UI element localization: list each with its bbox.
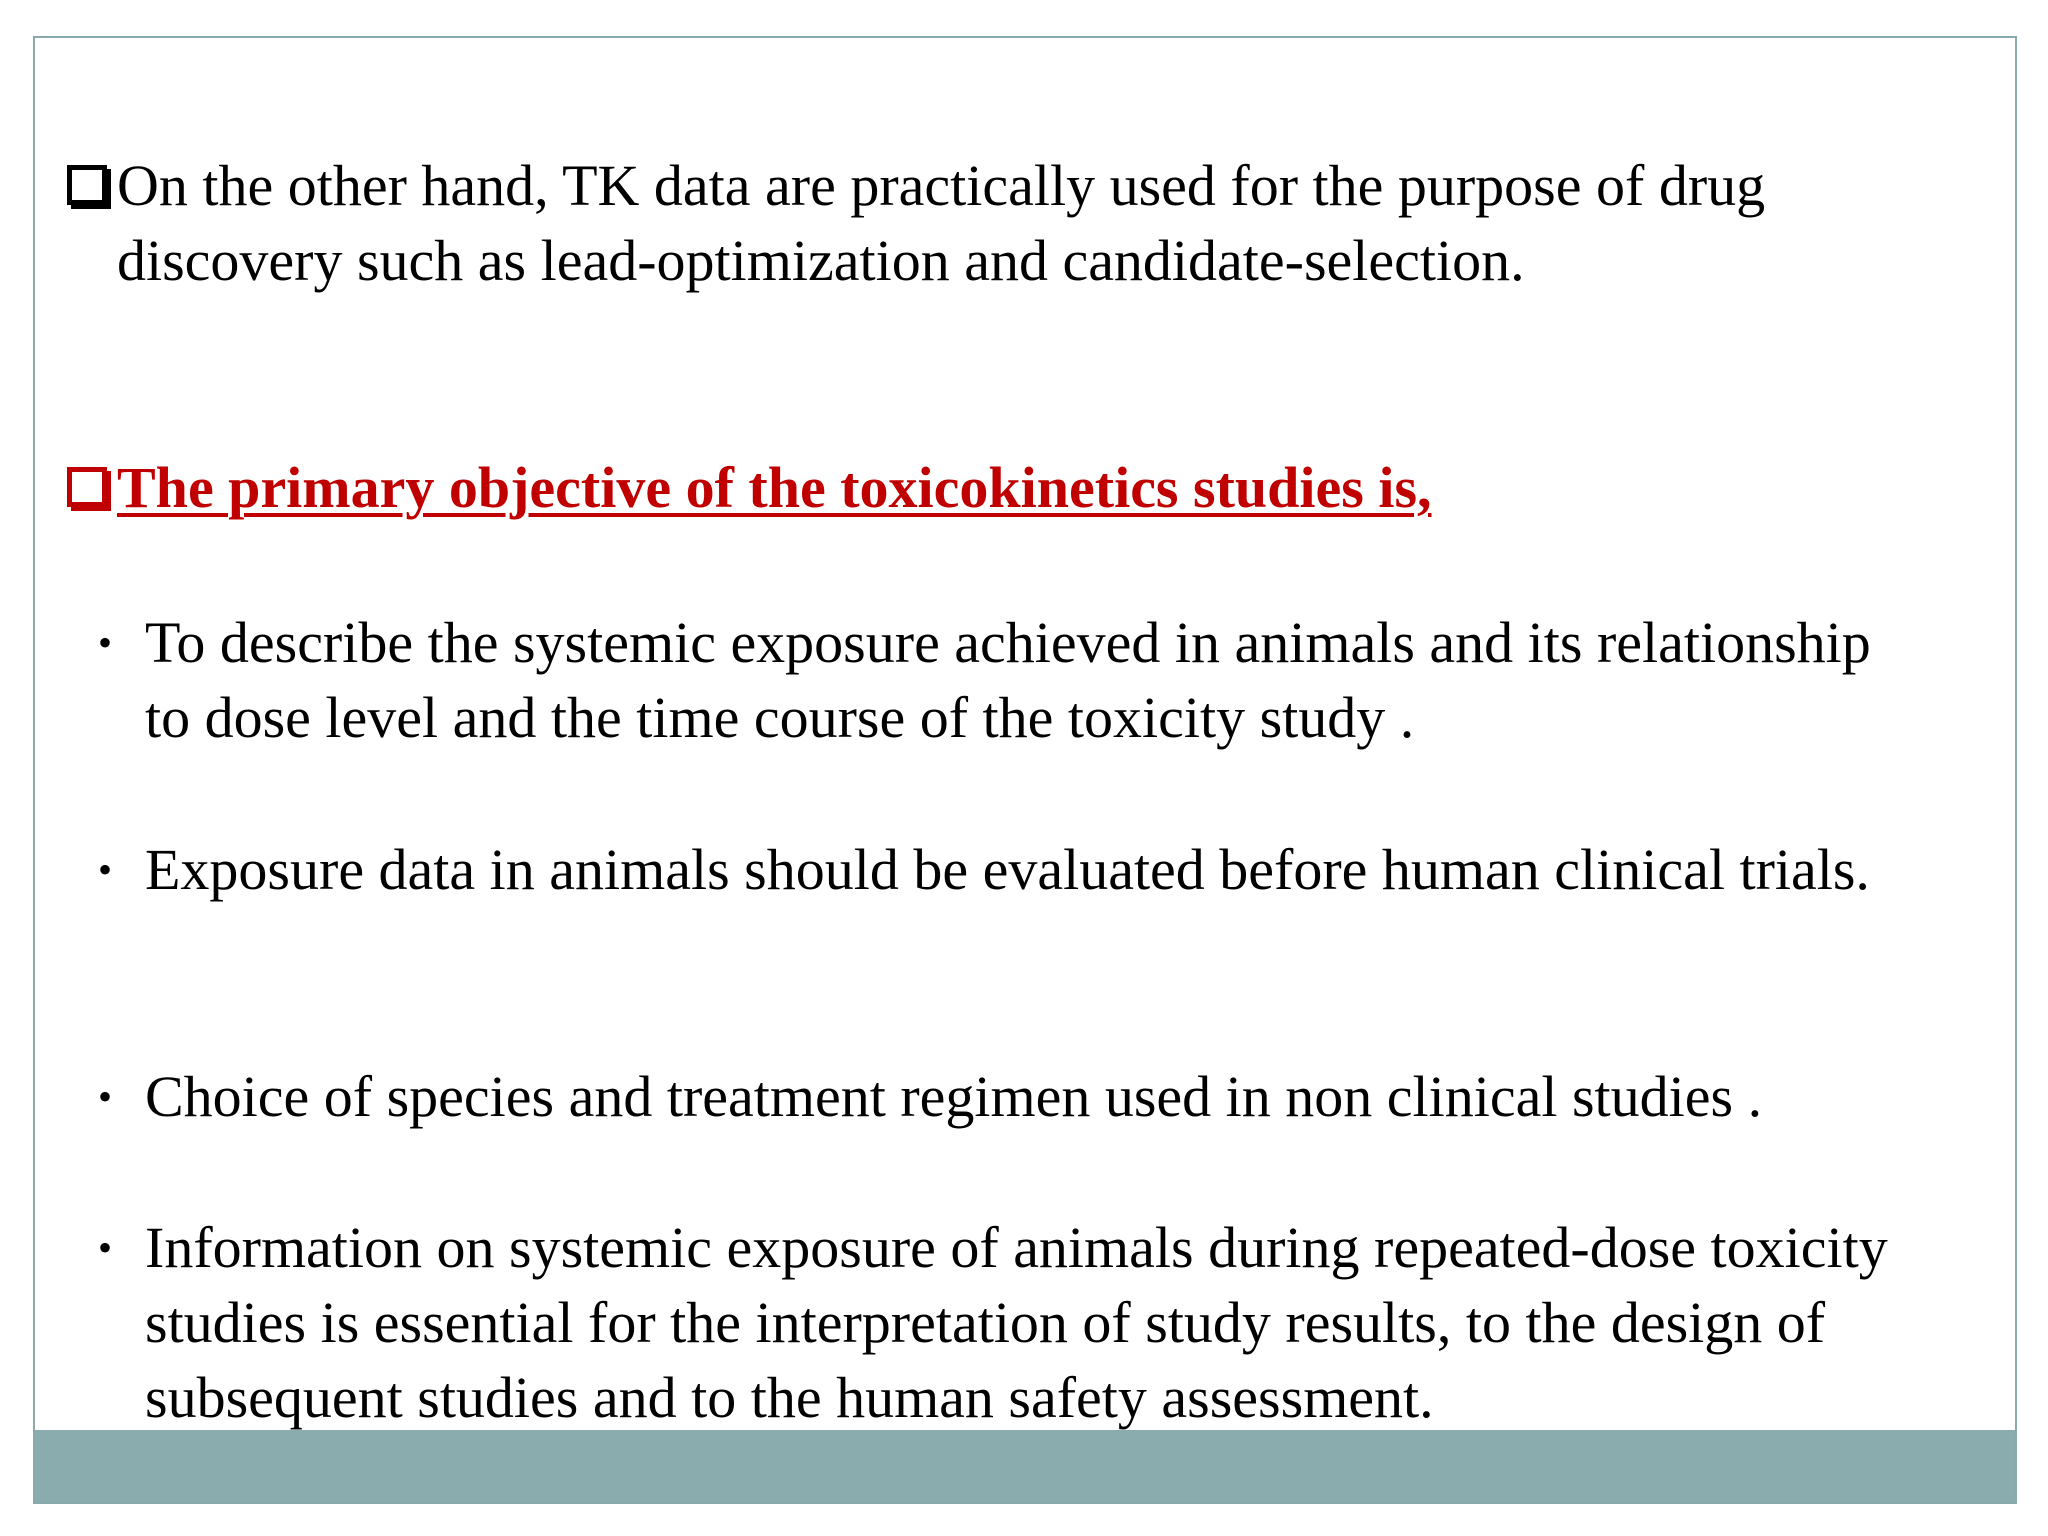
- slide: [33, 36, 2017, 1504]
- checkbox-square-icon: [67, 467, 107, 507]
- heading-text: The primary objective of the toxicokinetics studies is,: [117, 455, 1432, 520]
- bullet-text: Choice of species and treatment regimen used in non clinical studies .: [145, 1064, 1763, 1129]
- bullet-text: Information on systemic exposure of animals during repeated-dose toxicity studies is essential for the interpretation of study results, to the design of subsequent studies and to the human safety assessment.: [145, 1215, 1888, 1430]
- list-item: [65, 1210, 1955, 1435]
- bullet-icon: •: [97, 1225, 112, 1270]
- intro-paragraph: [67, 148, 1957, 298]
- bullet-icon: •: [97, 847, 112, 892]
- list-item: [65, 1059, 1915, 1134]
- bullet-text: To describe the systemic exposure achieved in animals and its relationship to dose level and the time course of the toxicity study .: [145, 610, 1871, 750]
- intro-text: On the other hand, TK data are practically used for the purpose of drug discovery such as lead-optimization and candidate-selection.: [117, 153, 1766, 293]
- objective-heading: [67, 450, 1957, 525]
- list-item: [65, 605, 1915, 755]
- bullet-text: Exposure data in animals should be evaluated before human clinical trials.: [145, 837, 1870, 902]
- bullet-icon: •: [97, 620, 112, 665]
- bullet-icon: •: [97, 1074, 112, 1119]
- slide-content: [35, 38, 2015, 1502]
- list-item: [65, 832, 1915, 907]
- footer-bar: [35, 1430, 2015, 1502]
- checkbox-square-icon: [67, 165, 107, 205]
